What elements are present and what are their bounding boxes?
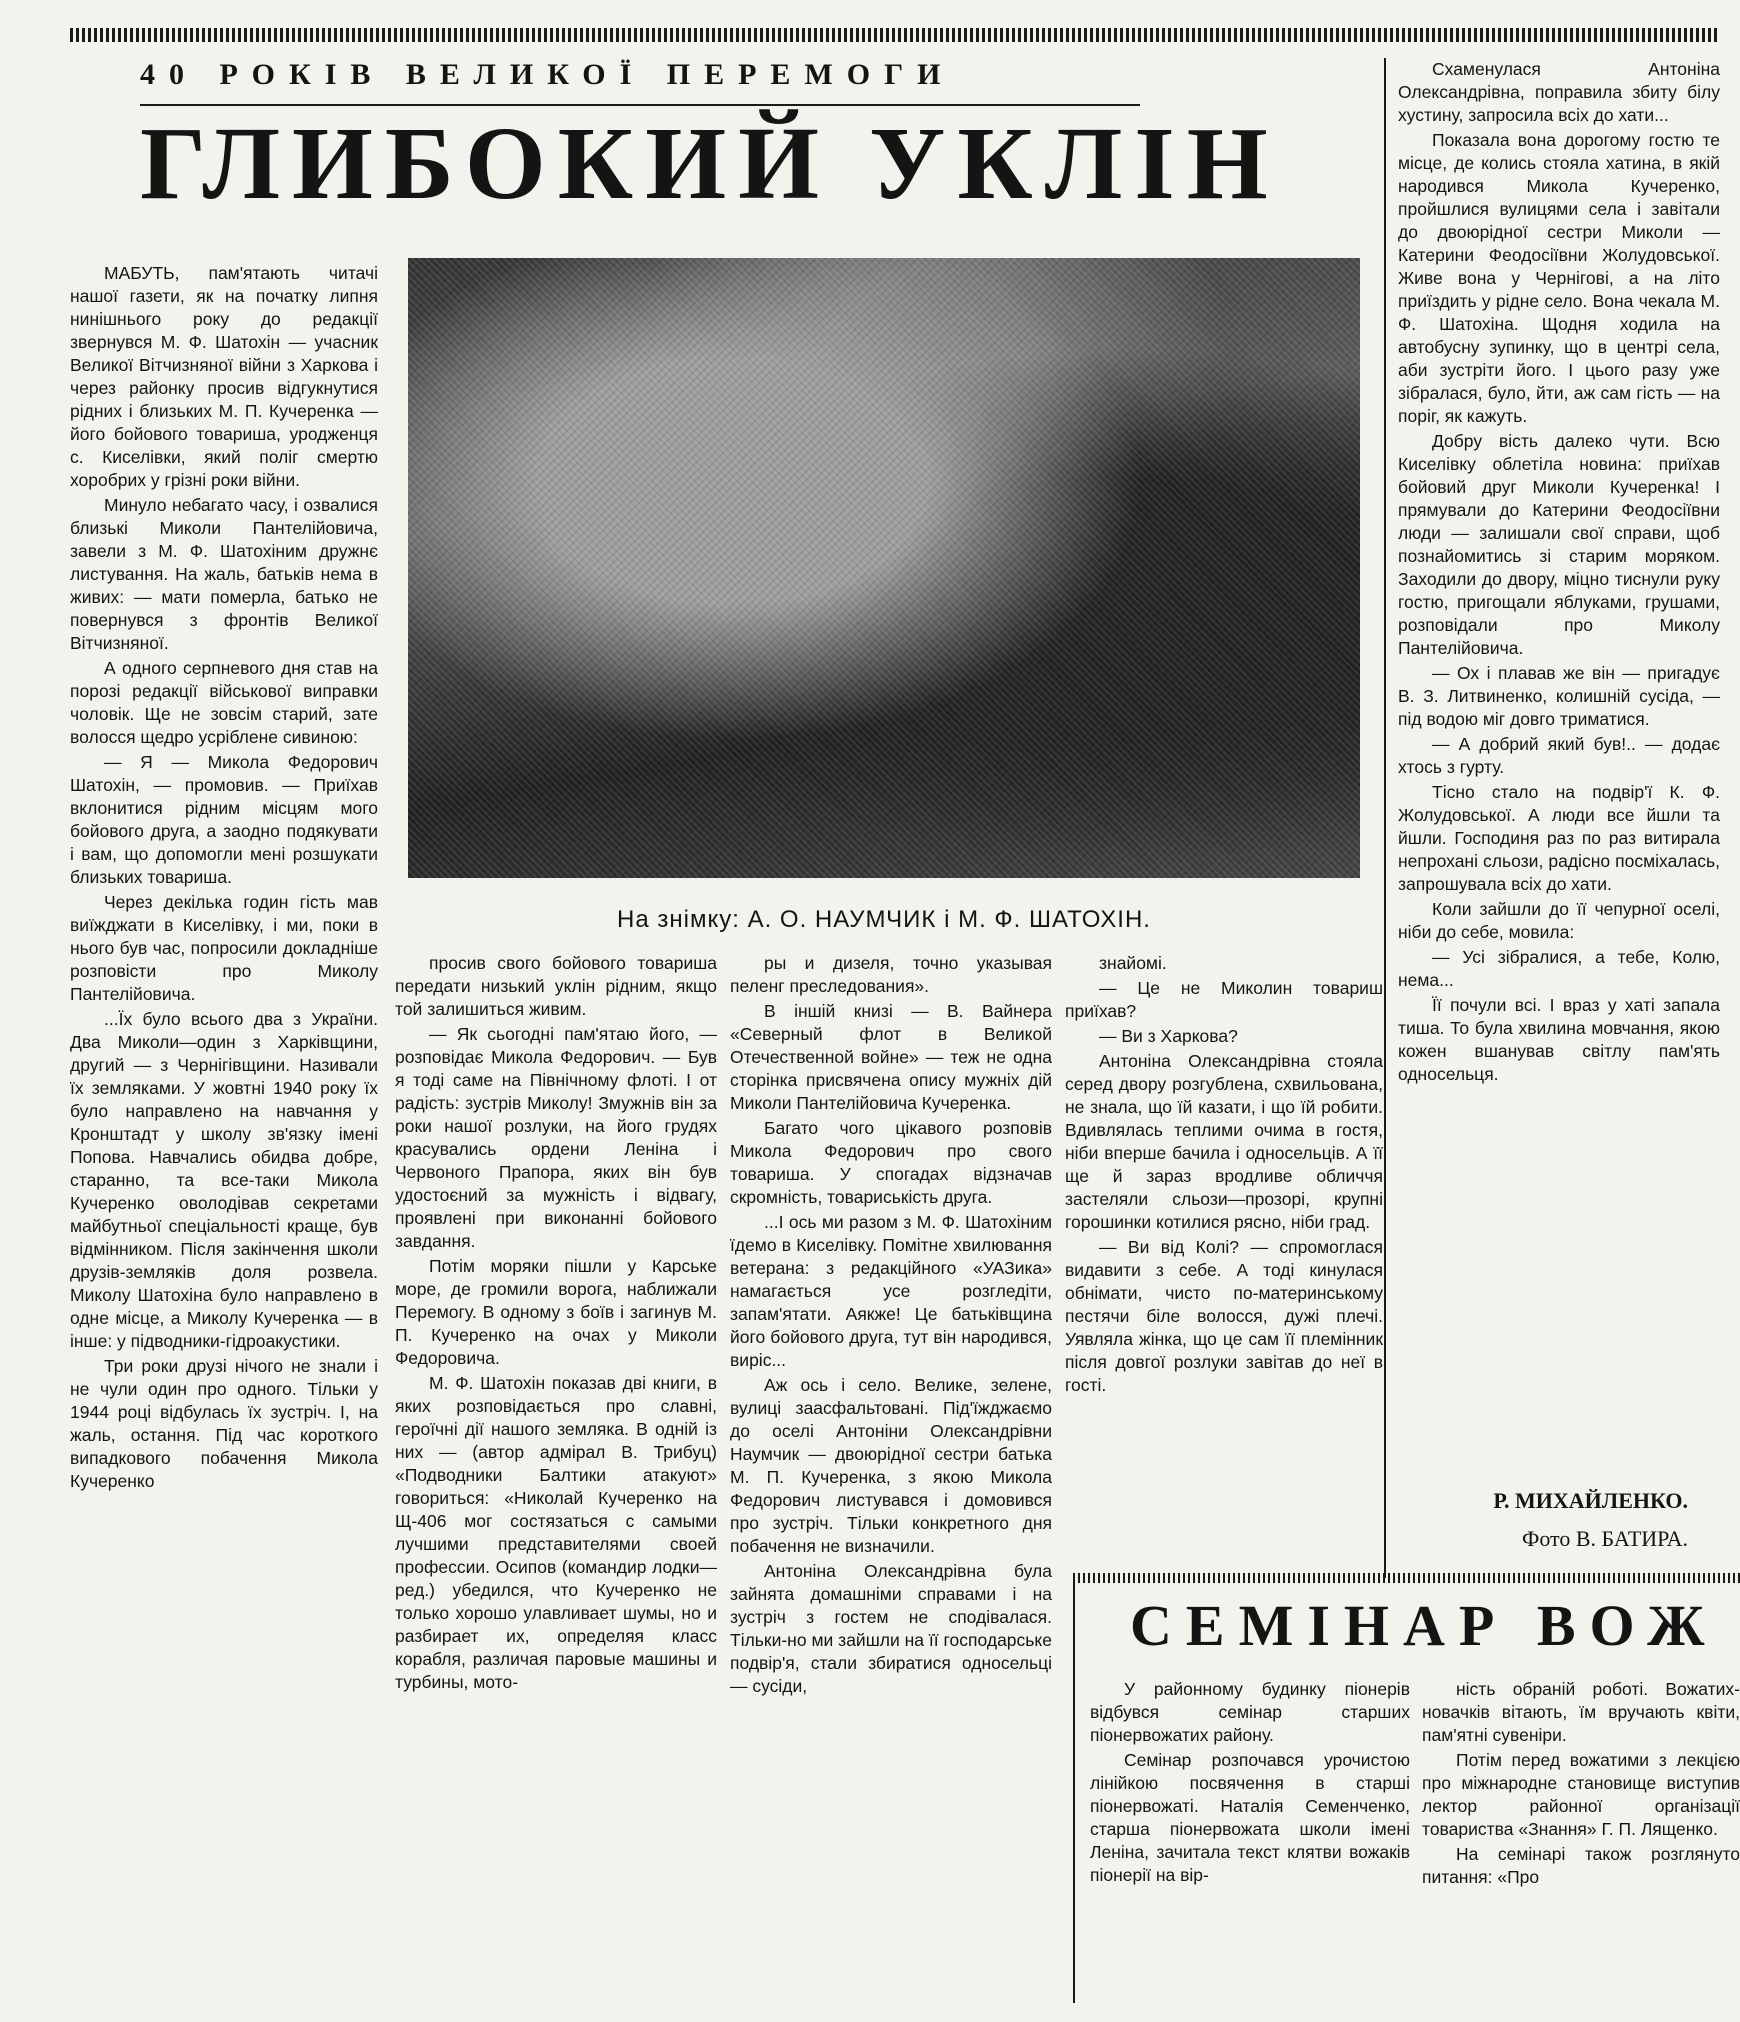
seminar-paragraph: Семінар розпочався урочистою лінійкою посвячення в старші піонервожаті. Наталія Семенченко, старша піонервожата школи імені Леніна, зачитала текст клятви вожаків піонерії на вір- (1090, 1750, 1410, 1885)
article-paragraph: — Ви з Харкова? (1099, 1026, 1238, 1046)
article-paragraph: Антоніна Олександрівна стояла серед двору розгублена, схвильована, не знала, що їй казати, і що їй робити. Вдивлялась теплими очима в гостя, ніби вперше бачила і односельців. А її ще й зараз вродливе обличчя застеляли сльози—прозорі, крупні горошинки котилися рясно, ніби град. (1065, 1051, 1383, 1232)
article-paragraph: Схаменулася Антоніна Олександрівна, поправила збиту білу хустину, запросила всіх до хати... (1398, 59, 1720, 125)
article-column-1 (70, 262, 378, 2007)
article-paragraph: Добру вість далеко чути. Всю Киселівку облетіла новина: приїхав бойовий друг Миколи Кучеренка! І прямували до Катерини Феодосіївни люди — залишали свої справи, щоб познайомитись зі старим моряком. Заходили до двору, міцно тиснули руку гостю, пригощали яблуками, грушами, розповідали про Миколу Пантелійовича. (1398, 431, 1720, 658)
seminar-column-2 (1422, 1678, 1740, 2003)
seminar-paragraph: ність обраній роботі. Вожатих-новачків вітають, їм вручають квіти, пам'ятні сувеніри. (1422, 1679, 1740, 1745)
photo-caption: На знімку: А. О. НАУМЧИК і М. Ф. ШАТОХІН. (617, 906, 1151, 933)
article-photo (408, 258, 1360, 878)
seminar-paragraph: У районному будинку піонерів відбувся семінар старших піонервожатих району. (1090, 1679, 1410, 1745)
article-paragraph: В іншій книзі — В. Вайнера «Северный флот в Великой Отечественной войне» — теж не одна сторінка присвячена опису мужніх дій Миколи Пантелійовича Кучеренка. (730, 1001, 1052, 1113)
article-paragraph: МАБУТЬ, пам'ятають читачі нашої газети, як на початку липня нинішнього року до редакції звернувся М. Ф. Шатохін — учасник Великої Вітчизняної війни з Харкова і через районку просив відгукнутися рідних і близьких М. П. Кучеренка — його бойового товариша, уродженця с. Киселівки, який поліг смертю хоробрих у грізні роки війни. (70, 263, 378, 490)
article-paragraph: — Ви від Колі? — спромоглася видавити з себе. А тоді кинулася обнімати, чисто по-материнському пестячи біле волосся, дужі плечі. Уявляла жінка, що це сам її племінник після довгої розлуки завітав до неї в гості. (1065, 1237, 1383, 1395)
seminar-title: СЕМІНАР ВОЖ (1130, 1593, 1719, 1658)
article-paragraph: — Усі зібралися, а тебе, Колю, нема... (1398, 947, 1720, 990)
article-paragraph: знайомі. (1099, 953, 1167, 973)
header-ornament-band (70, 28, 1720, 42)
article-paragraph: М. Ф. Шатохін показав дві книги, в яких розповідається про славні, героїчні дії нашого земляка. В одній із них — (автор адмірал В. Трибуц) «Подводники Балтики атакуют» говориться: «Николай Кучеренко на Щ-406 мог состязаться с самыми лучшими представителями своей профессии. Осипов (командир лодки— ред.) убедился, что Кучеренко не только хорошо улавливает шумы, но и разбирает их, определяя класс корабля, различая паровые машины и турбины, мото- (395, 1373, 717, 1692)
article-paragraph: ...Їх було всього два з України. Два Миколи—один з Харківщини, другий — з Чернігівщини. Називали їх земляками. У жовтні 1940 року їх було направлено на навчання у Кронштадт у школу зв'язку імені Попова. Навчались обидва добре, старанно, та все-таки Микола Кучеренко оволодівав секретами майбутньої спеціальності краще, був відмінником. Після закінчення школи друзів-земляків доля розвела. Миколу Шатохіна було направлено в одне місце, а Миколу Кучеренка — в інше: у підводники-гідроакустики. (70, 1009, 378, 1351)
article-paragraph: Минуло небагато часу, і озвалися близькі Миколи Пантелійовича, завели з М. Ф. Шатохіним дружнє листування. На жаль, батьків нема в живих: — мати померла, батько не повернувся з фронтів Великої Вітчизняної. (70, 495, 378, 653)
column-divider (1384, 58, 1386, 1578)
article-paragraph: А одного серпневого дня став на порозі редакції військової виправки чоловік. Ще не зовсім старий, зате волосся щедро усріблене сивиною: (70, 658, 378, 747)
article-paragraph: Через декілька годин гість мав виїжджати в Киселівку, і ми, поки в нього був час, попросили докладніше розповісти про Миколу Пантелійовича. (70, 892, 378, 1004)
article-paragraph: — Ох і плавав же він — пригадує В. З. Литвиненко, колишній сусіда, — під водою міг довго триматися. (1398, 663, 1720, 729)
photo-credit: Фото В. БАТИРА. (1521, 1526, 1688, 1551)
article-paragraph: — Це не Миколин товариш приїхав? (1065, 978, 1383, 1021)
rubric-heading: 40 РОКІВ ВЕЛИКОЇ ПЕРЕМОГИ (140, 58, 955, 91)
article-title: ГЛИБОКИЙ УКЛІН (140, 106, 1280, 221)
article-column-3 (730, 952, 1052, 2007)
article-paragraph: Аж ось і село. Велике, зелене, вулиці заасфальтовані. Під'їжджаємо до оселі Антоніни Олександрівни Наумчик — двоюрідної сестри батька М. П. Кучеренка, з якою Микола Федорович листувався і домовився про зустріч. Тільки конкретного дня побачення не визначили. (730, 1375, 1052, 1556)
article-paragraph: Її почули всі. І враз у хаті запала тиша. То була хвилина мовчання, якою кожен вшанував світлу пам'ять односельця. (1398, 995, 1720, 1084)
article-paragraph: — А добрий який був!.. — додає хтось з гурту. (1398, 734, 1720, 777)
article-paragraph: Багато чого цікавого розповів Микола Федорович про свого товариша. У спогадах відзначав скромність, товариськість друга. (730, 1118, 1052, 1207)
seminar-column-1 (1090, 1678, 1410, 2003)
author-signature: Р. МИХАЙЛЕНКО. (1493, 1488, 1688, 1513)
seminar-top-border (1073, 1573, 1740, 1583)
seminar-left-border (1073, 1583, 1075, 2003)
seminar-paragraph: На семінарі також розглянуто питання: «Про (1422, 1844, 1740, 1887)
article-paragraph: Тісно стало на подвір'ї К. Ф. Жолудовської. А люди все йшли та йшли. Господиня раз по раз витирала непрохані сльози, радісно посміхалась, запрошувала всіх до хати. (1398, 782, 1720, 894)
article-column-4 (1065, 952, 1383, 1552)
article-column-2 (395, 952, 717, 2007)
article-paragraph: Коли зайшли до її чепурної оселі, ніби до себе, мовила: (1398, 899, 1720, 942)
photo-halftone-texture (408, 258, 1360, 878)
article-paragraph: ...І ось ми разом з М. Ф. Шатохіним їдемо в Киселівку. Помітне хвилювання ветерана: з редакційного «УАЗика» намагається усе розгледіти, запам'ятати. Аякже! Це батьківщина його бойового друга, тут він народився, виріс... (730, 1212, 1052, 1370)
article-column-5 (1398, 58, 1720, 1583)
article-paragraph: — Як сьогодні пам'ятаю його, — розповідає Микола Федорович. — Був я тоді саме на Північному флоті. І от радість: зустрів Миколу! Змужнів він за роки нашої розлуки, на його грудях красувались ордени Леніна і Червоного Прапора, яких він був удостоєний за мужність і відвагу, проявлені при виконанні бойового завдання. (395, 1024, 717, 1251)
article-paragraph: Показала вона дорогому гостю те місце, де колись стояла хатина, в якій народився Микола Кучеренко, пройшлися вулицями села і завітали до двоюрідної сестри Миколи — Катерини Феодосіївни Жолудовської. Живе вона у Чернігові, а на літо приїздить у рідне село. Вона чекала М. Ф. Шатохіна. Щодня ходила на автобусну зупинку, що в центрі села, аби зустріти його. І цього разу уже зібралася, було, йти, аж сам гість — на поріг, як кажуть. (1398, 130, 1720, 426)
article-paragraph: ры и дизеля, точно указывая пеленг преследования». (730, 953, 1052, 996)
article-paragraph: просив свого бойового товариша передати низький уклін рідним, якщо той залишиться живим. (395, 953, 717, 1019)
article-paragraph: — Я — Микола Федорович Шатохін, — промовив. — Приїхав вклонитися рідним місцям мого бойового друга, а заодно подякувати і вам, що допомогли мені розшукати близьких товариша. (70, 752, 378, 887)
seminar-paragraph: Потім перед вожатими з лекцією про міжнародне становище виступив лектор районної організації товариства «Знання» Г. П. Лященко. (1422, 1750, 1740, 1839)
article-paragraph: Антоніна Олександрівна була зайнята домашніми справами і на зустріч з гостем не сподівалася. Тільки-но ми зайшли на її господарське подвір'я, стали збиратися односельці — сусіди, (730, 1561, 1052, 1696)
article-paragraph: Три роки друзі нічого не знали і не чули один про одного. Тільки у 1944 році відбулась їх зустріч. І, на жаль, остання. Під час короткого випадкового побачення Микола Кучеренко (70, 1356, 378, 1491)
article-paragraph: Потім моряки пішли у Карське море, де громили ворога, наближали Перемогу. В одному з боїв і загинув М. П. Кучеренко на очах у Миколи Федоровича. (395, 1256, 717, 1368)
